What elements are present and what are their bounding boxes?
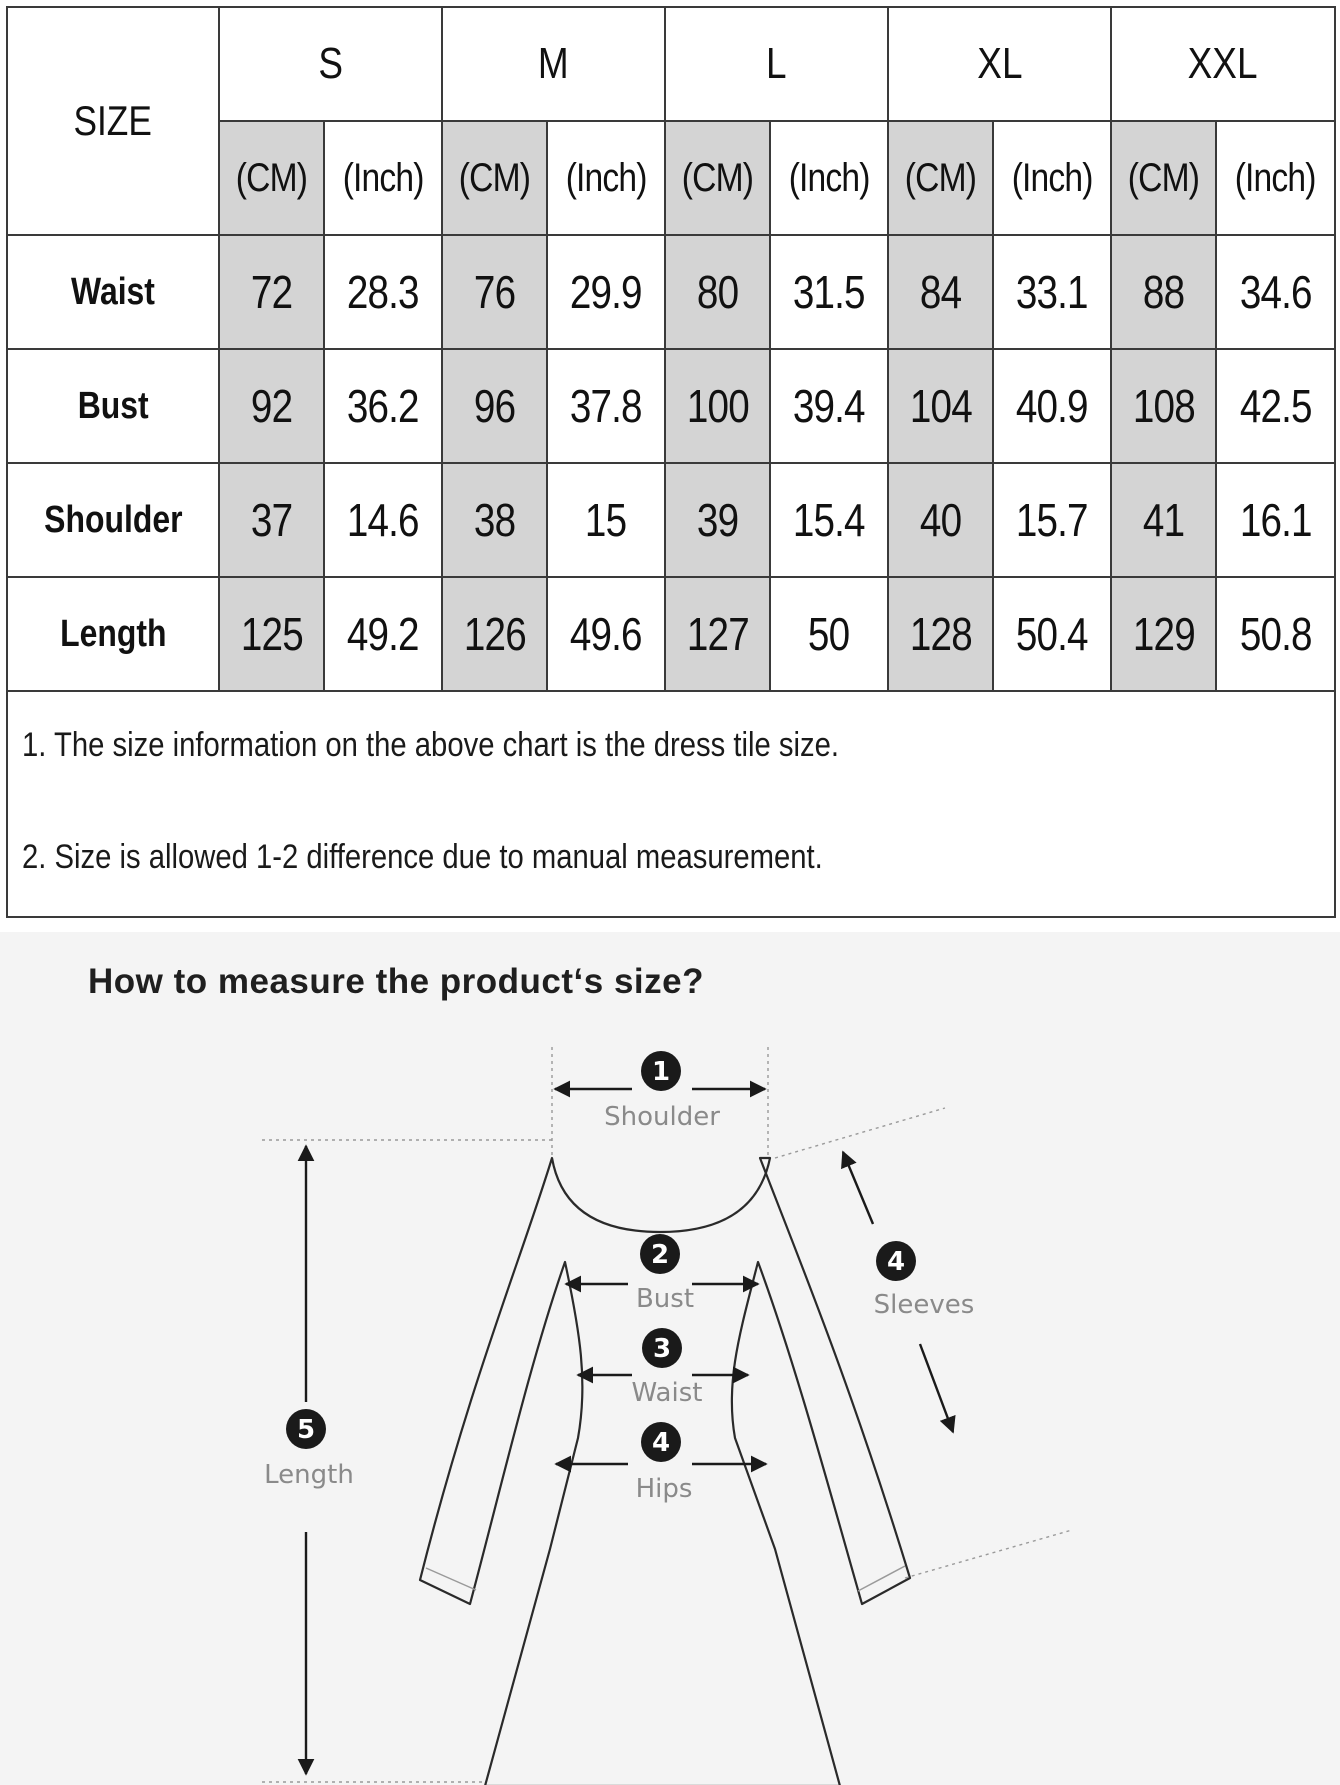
value-inch: 50	[770, 577, 888, 691]
size-note-1: 1. The size information on the above chart is the dress tile size.	[22, 726, 839, 764]
marker-sleeves	[874, 1241, 975, 1320]
value-cm: 37	[219, 463, 324, 577]
value-inch: 15.7	[993, 463, 1111, 577]
size-s-header: S	[219, 7, 442, 121]
marker-label: Waist	[631, 1378, 703, 1408]
value-cm: 104	[888, 349, 993, 463]
value-cm: 72	[219, 235, 324, 349]
size-note-2: 2. Size is allowed 1-2 difference due to manual measurement.	[22, 838, 823, 876]
unit-cm-header: (CM)	[665, 121, 770, 235]
marker-label: Sleeves	[873, 1290, 975, 1320]
marker-number: 3	[652, 1334, 672, 1364]
value-cm: 39	[665, 463, 770, 577]
marker-number: 4	[886, 1247, 906, 1277]
value-inch: 40.9	[993, 349, 1111, 463]
table-row-bust	[7, 349, 1335, 463]
marker-hips	[636, 1422, 693, 1504]
value-inch: 39.4	[770, 349, 888, 463]
value-cm: 84	[888, 235, 993, 349]
unit-inch-header: (Inch)	[770, 121, 888, 235]
value-cm: 92	[219, 349, 324, 463]
size-m-header: M	[442, 7, 665, 121]
row-label: Waist	[7, 235, 219, 349]
guide-dotted-lines	[262, 1047, 1072, 1782]
size-chart	[6, 6, 1334, 918]
value-inch: 42.5	[1216, 349, 1335, 463]
row-label: Length	[7, 577, 219, 691]
marker-label: Bust	[635, 1284, 695, 1314]
unit-inch-header: (Inch)	[324, 121, 442, 235]
value-cm: 96	[442, 349, 547, 463]
value-cm: 100	[665, 349, 770, 463]
marker-number: 2	[650, 1240, 670, 1270]
value-inch: 37.8	[547, 349, 665, 463]
unit-cm-header: (CM)	[442, 121, 547, 235]
size-l-header: L	[665, 7, 888, 121]
value-inch: 28.3	[324, 235, 442, 349]
value-inch: 34.6	[1216, 235, 1335, 349]
value-inch: 15.4	[770, 463, 888, 577]
marker-label: Hips	[635, 1474, 693, 1504]
value-cm: 127	[665, 577, 770, 691]
value-cm: 126	[442, 577, 547, 691]
marker-label: Shoulder	[604, 1102, 720, 1132]
table-row-length	[7, 577, 1335, 691]
marker-number: 5	[296, 1415, 316, 1445]
value-inch: 36.2	[324, 349, 442, 463]
size-notes	[7, 691, 1335, 917]
size-xxl-header: XXL	[1111, 7, 1335, 121]
marker-bust	[636, 1234, 694, 1314]
dress-measure-diagram	[0, 932, 1340, 1785]
measure-arrows	[306, 1089, 953, 1774]
size-xl-header: XL	[888, 7, 1111, 121]
value-cm: 108	[1111, 349, 1216, 463]
value-inch: 31.5	[770, 235, 888, 349]
value-cm: 88	[1111, 235, 1216, 349]
size-header-cell	[7, 7, 219, 235]
value-cm: 40	[888, 463, 993, 577]
table-row-shoulder	[7, 463, 1335, 577]
value-cm: 76	[442, 235, 547, 349]
marker-waist	[632, 1328, 703, 1408]
value-inch: 14.6	[324, 463, 442, 577]
value-cm: 128	[888, 577, 993, 691]
row-label: Shoulder	[7, 463, 219, 577]
value-inch: 33.1	[993, 235, 1111, 349]
marker-number: 1	[651, 1057, 671, 1087]
value-inch: 16.1	[1216, 463, 1335, 577]
value-inch: 50.8	[1216, 577, 1335, 691]
measure-guide-title: How to measure the product‘s size?	[88, 962, 704, 1001]
value-cm: 41	[1111, 463, 1216, 577]
value-cm: 129	[1111, 577, 1216, 691]
unit-inch-header: (Inch)	[1216, 121, 1335, 235]
unit-cm-header: (CM)	[1111, 121, 1216, 235]
value-inch: 29.9	[547, 235, 665, 349]
size-header-label: SIZE	[73, 97, 153, 144]
unit-cm-header: (CM)	[888, 121, 993, 235]
unit-inch-header: (Inch)	[993, 121, 1111, 235]
table-row-waist	[7, 235, 1335, 349]
cuff-lines	[426, 1566, 905, 1591]
marker-shoulder	[604, 1051, 720, 1132]
marker-length	[264, 1409, 354, 1490]
value-inch: 50.4	[993, 577, 1111, 691]
value-cm: 38	[442, 463, 547, 577]
measure-guide	[0, 932, 1340, 1785]
unit-cm-header: (CM)	[219, 121, 324, 235]
value-inch: 15	[547, 463, 665, 577]
row-label: Bust	[7, 349, 219, 463]
value-inch: 49.2	[324, 577, 442, 691]
marker-number: 4	[651, 1428, 671, 1458]
value-inch: 49.6	[547, 577, 665, 691]
marker-label: Length	[264, 1460, 354, 1490]
unit-inch-header: (Inch)	[547, 121, 665, 235]
value-cm: 125	[219, 577, 324, 691]
size-table	[6, 6, 1336, 918]
value-cm: 80	[665, 235, 770, 349]
